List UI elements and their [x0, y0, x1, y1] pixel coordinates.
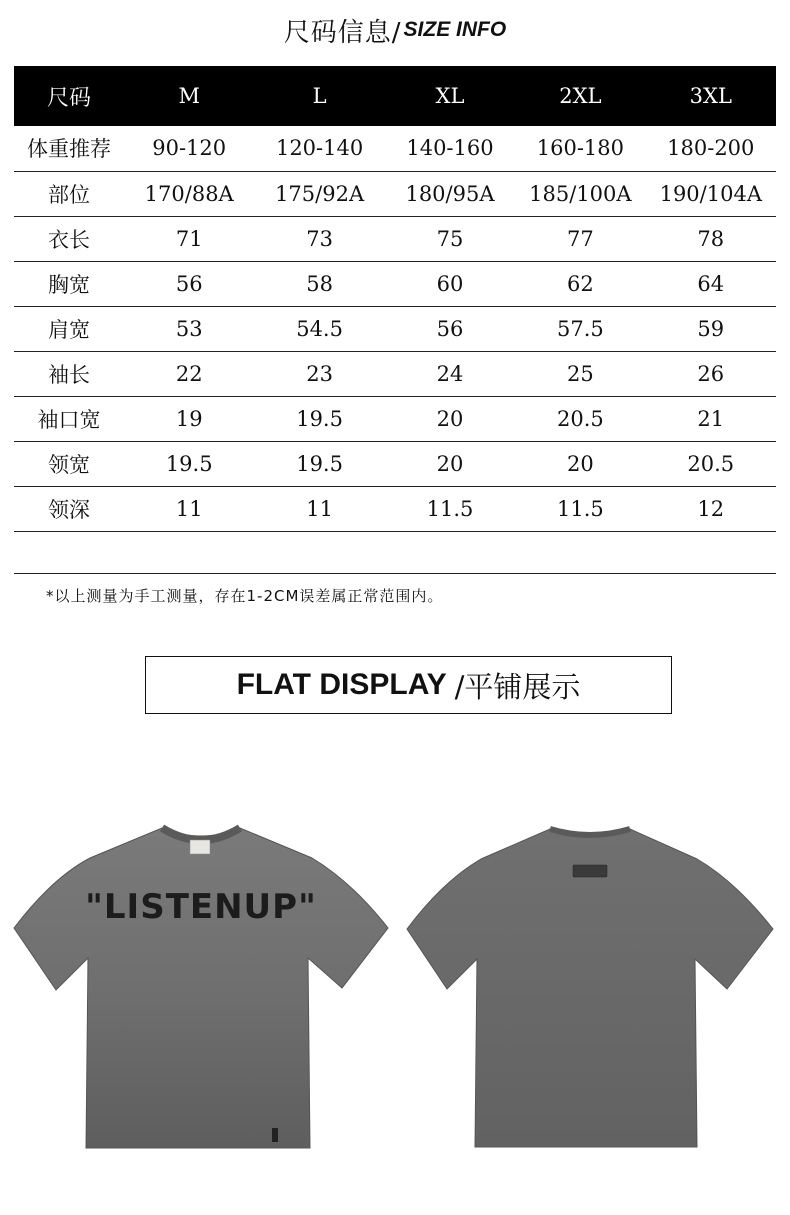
table-cell: 59: [646, 306, 776, 351]
table-cell: 56: [385, 306, 515, 351]
row-label: 肩宽: [14, 306, 124, 351]
table-row: [14, 441, 776, 486]
table-cell: 23: [254, 351, 384, 396]
size-header-label: 尺码: [14, 66, 124, 126]
table-cell: 185/100A: [515, 171, 645, 216]
table-cell: 56: [124, 261, 254, 306]
table-row: [14, 306, 776, 351]
size-table-header-row: [14, 66, 776, 126]
table-cell: 175/92A: [254, 171, 384, 216]
table-cell: 20.5: [515, 396, 645, 441]
table-row-empty: [14, 531, 776, 573]
table-row: [14, 351, 776, 396]
size-info-title-en: SIZE INFO: [403, 18, 507, 41]
flat-display-heading: [145, 656, 672, 714]
table-cell: 190/104A: [646, 171, 776, 216]
table-row: [14, 171, 776, 216]
measurement-note: *以上测量为手工测量，存在1-2CM误差属正常范围内。: [46, 587, 444, 605]
table-cell: 11: [124, 486, 254, 531]
size-header-3xl: 3XL: [646, 66, 776, 126]
row-label: 衣长: [14, 216, 124, 261]
table-cell: 19.5: [254, 441, 384, 486]
table-row: [14, 261, 776, 306]
table-cell: 24: [385, 351, 515, 396]
table-cell: 22: [124, 351, 254, 396]
row-label: 领宽: [14, 441, 124, 486]
table-cell: 20.5: [646, 441, 776, 486]
table-cell: 180/95A: [385, 171, 515, 216]
table-cell: 54.5: [254, 306, 384, 351]
row-label: 部位: [14, 171, 124, 216]
table-cell: 19.5: [124, 441, 254, 486]
table-cell: 140-160: [385, 126, 515, 171]
table-cell: 12: [646, 486, 776, 531]
table-cell: 62: [515, 261, 645, 306]
flat-display-title-en: FLAT DISPLAY: [236, 668, 447, 701]
table-cell: 11.5: [515, 486, 645, 531]
table-row: [14, 126, 776, 171]
table-cell: 73: [254, 216, 384, 261]
table-cell: 160-180: [515, 126, 645, 171]
table-cell: 20: [515, 441, 645, 486]
back-patch: [573, 865, 607, 877]
size-header-2xl: 2XL: [515, 66, 645, 126]
table-cell: 25: [515, 351, 645, 396]
size-info-title: [0, 10, 790, 50]
table-cell: 53: [124, 306, 254, 351]
size-header-m: M: [124, 66, 254, 126]
size-info-title-cn: 尺码信息/: [283, 17, 402, 48]
row-label: 袖长: [14, 351, 124, 396]
table-cell: 90-120: [124, 126, 254, 171]
size-header-l: L: [254, 66, 384, 126]
table-cell: 57.5: [515, 306, 645, 351]
table-row: [14, 216, 776, 261]
table-cell: 60: [385, 261, 515, 306]
table-cell: 19.5: [254, 396, 384, 441]
table-cell: 75: [385, 216, 515, 261]
flat-display-title-cn: /平铺展示: [454, 669, 581, 704]
table-cell: 20: [385, 396, 515, 441]
table-cell: 120-140: [254, 126, 384, 171]
table-cell: 170/88A: [124, 171, 254, 216]
table-cell: 78: [646, 216, 776, 261]
front-print-text: "LISTENUP": [85, 887, 317, 927]
table-cell: 11: [254, 486, 384, 531]
size-header-xl: XL: [385, 66, 515, 126]
table-cell: 58: [254, 261, 384, 306]
table-row: [14, 396, 776, 441]
table-cell: 19: [124, 396, 254, 441]
table-cell: 71: [124, 216, 254, 261]
row-label: 领深: [14, 486, 124, 531]
table-cell: 77: [515, 216, 645, 261]
table-row: [14, 486, 776, 531]
size-table: [14, 66, 776, 574]
tshirt-front-image: [12, 822, 390, 1152]
row-label: 袖口宽: [14, 396, 124, 441]
table-cell: 11.5: [385, 486, 515, 531]
table-cell: 180-200: [646, 126, 776, 171]
table-cell: 21: [646, 396, 776, 441]
table-cell: 26: [646, 351, 776, 396]
row-label: 体重推荐: [14, 126, 124, 171]
tshirt-back-image: [405, 825, 775, 1150]
table-cell: 64: [646, 261, 776, 306]
row-label: 胸宽: [14, 261, 124, 306]
table-cell: 20: [385, 441, 515, 486]
